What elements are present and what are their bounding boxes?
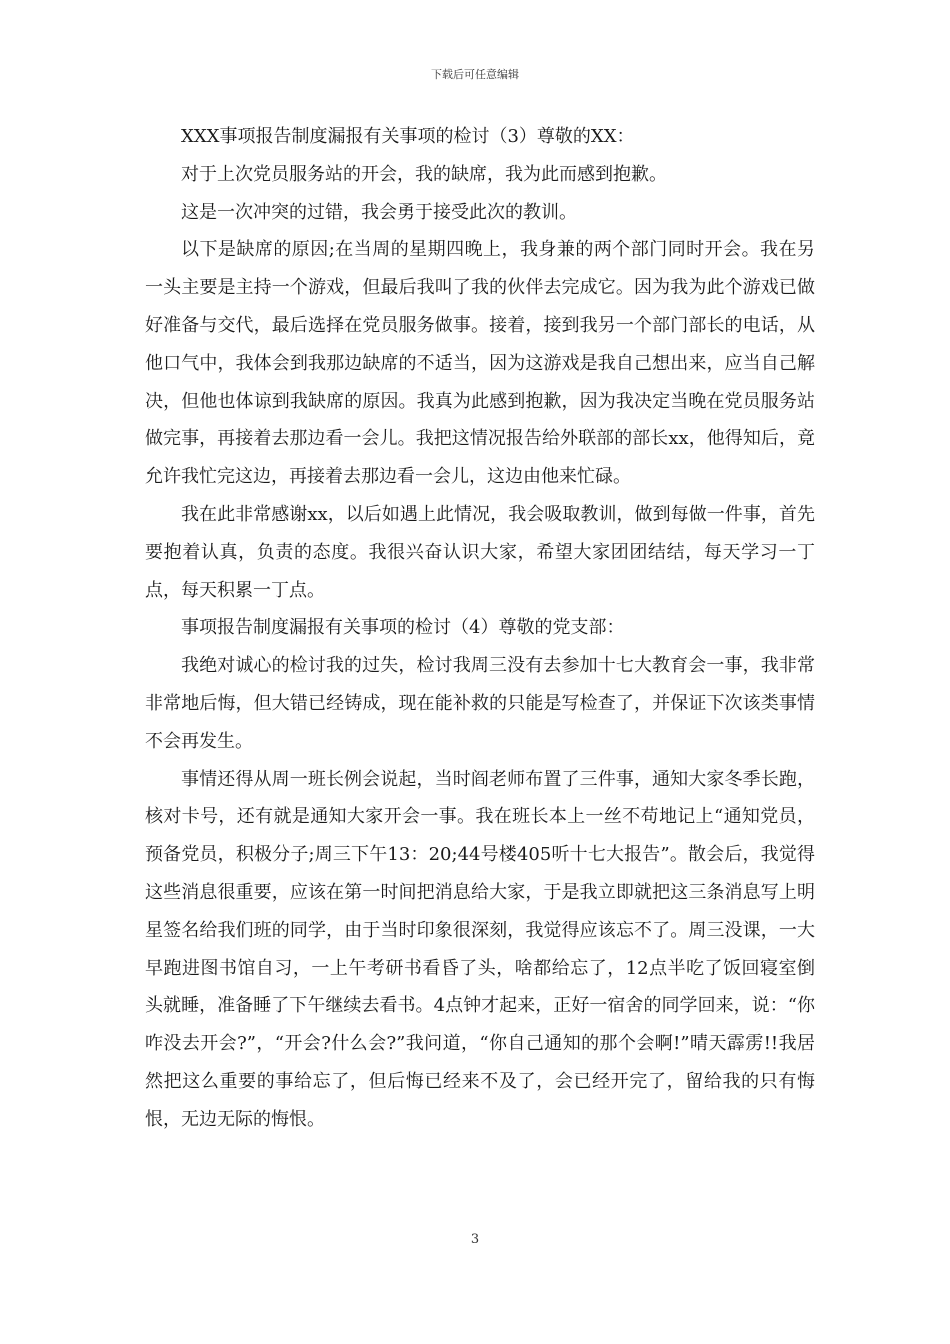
page-header: 下载后可任意编辑 [431,68,519,81]
paragraph: 以下是缺席的原因;在当周的星期四晚上，我身兼的两个部门同时开会。我在另一头主要是主持一个游戏，但最后我叫了我的伙伴去完成它。因为我为此个游戏已做好准备与交代，最后选择在党员服务做事。接着，接到我另一个部门部长的电话，从他口气中，我体会到我那边缺席的不适当，因为这游戏是我自己想出来，应当自己解决，但他也体谅到我缺席的原因。我真为此感到抱歉，因为我决定当晚在党员服务站做完事，再接着去那边看一会儿。我把这情况报告给外联部的部长xx，他得知后，竟允许我忙完这边，再接着去那边看一会儿，这边由他来忙碌。 [145,239,815,488]
paragraph: 这是一次冲突的过错，我会勇于接受此次的教训。 [181,201,577,223]
paragraph: 事情还得从周一班长例会说起，当时阎老师布置了三件事，通知大家冬季长跑，核对卡号，还有就是通知大家开会一事。我在班长本上一丝不苟地记上“通知党员，预备党员，积极分子;周三下午13：20;44号楼405听十七大报告”。散会后，我觉得这些消息很重要，应该在第一时间把消息给大家，于是我立即就把这三条消息写上明星签名给我们班的同学，由于当时印象很深刻，我觉得应该忘不了。周三没课，一大早跑进图书馆自习，一上午考研书看昏了头，啥都给忘了，12点半吃了饭回寝室倒头就睡，准备睡了下午继续去看书。4点钟才起来，正好一宿舍的同学回来，说：“你咋没去开会?”，“开会?什么会?”我问道，“你自己通知的那个会啊!”晴天霹雳!!我居然把这么重要的事给忘了，但后悔已经来不及了，会已经开完了，留给我的只有悔恨，无边无际的悔恨。 [145,768,815,1130]
paragraph: 对于上次党员服务站的开会，我的缺席，我为此而感到抱歉。 [181,163,667,185]
paragraph-heading-3: XXX事项报告制度漏报有关事项的检讨（3）尊敬的XX： [181,126,635,147]
page-number: 3 [470,1232,480,1247]
paragraph: 我在此非常感谢xx，以后如遇上此情况，我会吸取教训，做到每做一件事，首先要抱着认真，负责的态度。我很兴奋认识大家，希望大家团团结结，每天学习一丁点，每天积累一丁点。 [145,503,815,601]
paragraph-heading-4: 事项报告制度漏报有关事项的检讨（4）尊敬的党支部： [181,617,625,639]
document-body [145,118,815,1139]
paragraph: 我绝对诚心的检讨我的过失，检讨我周三没有去参加十七大教育会一事，我非常非常地后悔，但大错已经铸成，现在能补救的只能是写检查了，并保证下次该类事情不会再发生。 [145,655,815,752]
